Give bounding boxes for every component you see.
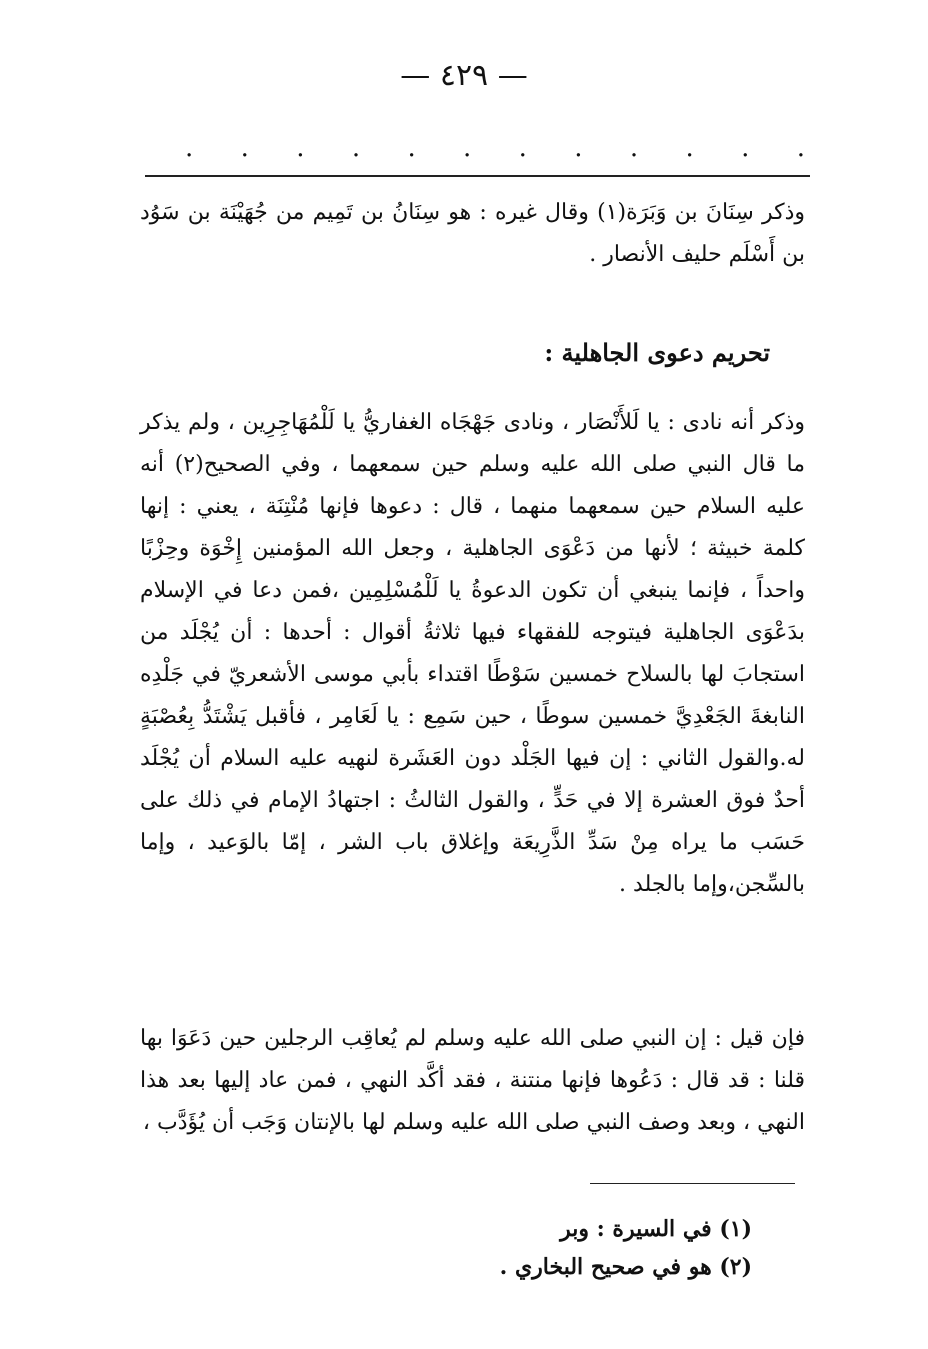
- intro-block: [140, 192, 805, 276]
- main-paragraph: وذكر أنه نادى : يا لَلأَنْصَار ، ونادى جَهْجَاه الغفاريُّ يا لَلْمُهَاجِرِين ، ولم يذكر ما قال النبي صلى الله عليه وسلم حين سمعهما ، وفي الصحيح(٢) أنه عليه السلام حين سمعهما منهما ، قال : دعوها فإنها مُنْتِنَة ، يعني : إنها كلمة خبيثة ؛ لأنها من دَعْوَى الجاهلية ، وجعل الله المؤمنين إِخْوَة وحِزْبًا واحداً ، فإنما ينبغي أن تكون الدعوةُ يا لَلْمُسْلِمِين ،فمن دعا في الإسلام بدَعْوَى الجاهلية فيتوجه للفقهاء فيها ثلاثةُ أقوال : أحدها : أن يُجْلَد من استجابَ لها بالسلاح خمسين سَوْطًا اقتداء بأبي موسى الأشعريّ في جَلْدِه النابغةَ الجَعْدِيَّ خمسين سوطًا ، حين سَمِع : يا لَعَامِر ، فأقبل يَشْتَدُّ بِعُصْبَةٍ له.والقول الثاني : إن فيها الجَلْد دون العَشَرة لنهيه عليه السلام أن يُجْلَد أحدٌ فوق العشرة إلا في حَدٍّ ، والقول الثالثُ : اجتهادُ الإمام في ذلك على حَسَب ما يراه مِنْ سَدِّ الذَّرِيعَة وإغلاق باب الشر ، إمّا بالوَعيد ، وإما بالسِّجن،وإما بالجلد .: [140, 410, 805, 897]
- dotted-separator: [185, 133, 805, 163]
- separator-dot: .: [518, 133, 527, 163]
- question-block: [140, 1018, 805, 1144]
- separator-dot: .: [240, 133, 249, 163]
- footnote-rule: [590, 1183, 795, 1184]
- separator-dot: .: [685, 133, 694, 163]
- footnote-2: (٢) هو في صحيح البخاري .: [499, 1254, 752, 1280]
- section-heading: تحريم دعوى الجاهلية :: [544, 338, 770, 367]
- separator-dot: .: [574, 133, 583, 163]
- question-paragraph: فإن قيل : إن النبي صلى الله عليه وسلم لم يُعاقِب الرجلين حين دَعَوَا بها قلنا : قد قال : دَعُوها فإنها منتنة ، فقد أكَّد النهي ، فمن عاد إليها بعد هذا النهي ، وبعد وصف النبي صلى الله عليه وسلم لها بالإنتان وَجَب أن يُؤَدَّب ،: [140, 1026, 805, 1135]
- separator-dot: .: [351, 133, 361, 163]
- intro-paragraph: وذكر سِنَانَ بن وَبَرَة(١) وقال غيره : هو سِنَانُ بن تَمِيم من جُهَيْنَة بن سَوُد بن أَسْلَم حليف الأنصار .: [140, 200, 806, 267]
- separator-dot: .: [296, 133, 305, 163]
- separator-dot: .: [407, 133, 416, 163]
- separator-dot: .: [185, 133, 194, 163]
- separator-dot: .: [629, 133, 639, 163]
- footnotes: [140, 1210, 752, 1286]
- separator-dot: .: [741, 133, 750, 163]
- header-rule: [145, 175, 810, 177]
- separator-dot: .: [463, 133, 472, 163]
- page-number: — ٤٢٩ —: [400, 58, 528, 93]
- main-block: [140, 402, 805, 906]
- separator-dot: .: [796, 133, 805, 163]
- footnote-1: (١) في السيرة : وبر: [560, 1216, 752, 1242]
